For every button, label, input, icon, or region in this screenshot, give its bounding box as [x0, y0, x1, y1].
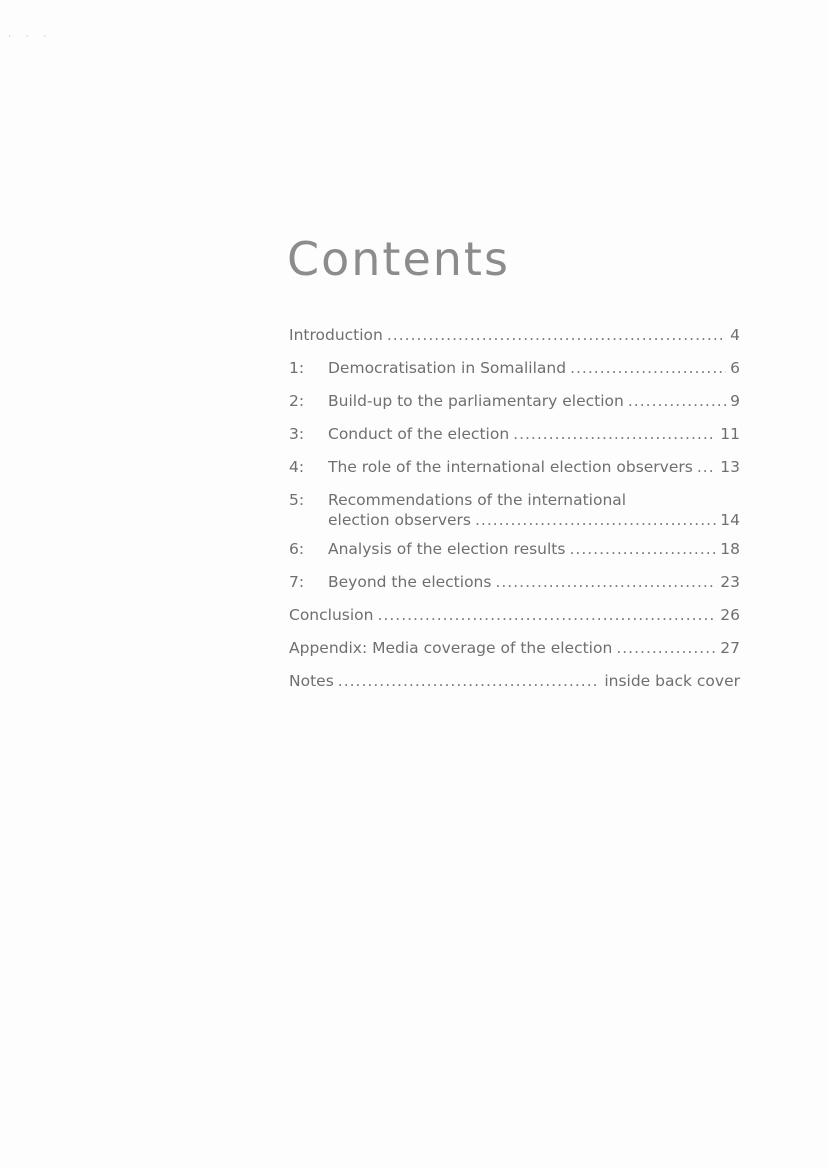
toc-entry-page: 4 [730, 326, 740, 344]
toc-entry-page: 18 [720, 540, 740, 558]
toc-entry-chapter-2[interactable] [289, 392, 740, 425]
toc-dot-leader [628, 392, 726, 410]
toc-entry-line-2 [289, 511, 740, 529]
toc-entry-label: Conduct of the election [328, 425, 510, 443]
toc-entry-page: 26 [720, 606, 740, 624]
toc-entry-page: 13 [720, 458, 740, 476]
toc-entry-label: Appendix: Media coverage of the election [289, 639, 613, 657]
toc-entry-chapter-3[interactable] [289, 425, 740, 458]
toc-entry-introduction[interactable] [289, 326, 740, 359]
toc-entry-appendix[interactable] [289, 639, 740, 672]
toc-entry-label: Analysis of the election results [328, 540, 566, 558]
page-title: Contents [287, 232, 510, 286]
toc-dot-leader [513, 425, 716, 443]
toc-dot-leader [475, 511, 716, 529]
toc-entry-label-line-1: Recommendations of the international [328, 491, 627, 509]
toc-entry-page: inside back cover [604, 672, 740, 690]
toc-dot-leader [387, 326, 726, 344]
table-of-contents [289, 326, 740, 705]
toc-dot-leader [377, 606, 716, 624]
toc-entry-page: 9 [730, 392, 740, 410]
toc-entry-conclusion[interactable] [289, 606, 740, 639]
toc-entry-number: 6: [289, 540, 305, 558]
toc-entry-notes[interactable] [289, 672, 740, 705]
toc-entry-page: 6 [730, 359, 740, 377]
toc-entry-label: Conclusion [289, 606, 374, 624]
toc-dot-leader [570, 359, 726, 377]
toc-entry-number: 1: [289, 359, 305, 377]
toc-entry-page: 27 [720, 639, 740, 657]
toc-entry-page: 14 [720, 511, 740, 529]
toc-dot-leader [616, 639, 716, 657]
toc-entry-chapter-6[interactable] [289, 540, 740, 573]
toc-entry-line-1 [289, 491, 740, 511]
toc-dot-leader [495, 573, 716, 591]
toc-entry-label: Democratisation in Somaliland [328, 359, 567, 377]
toc-entry-label: The role of the international election observers [328, 458, 693, 476]
toc-entry-chapter-1[interactable] [289, 359, 740, 392]
toc-entry-chapter-5[interactable] [289, 491, 740, 540]
toc-entry-label: Notes [289, 672, 334, 690]
toc-entry-number: 3: [289, 425, 305, 443]
toc-entry-label: Beyond the elections [328, 573, 492, 591]
toc-entry-chapter-7[interactable] [289, 573, 740, 606]
toc-entry-number: 4: [289, 458, 305, 476]
toc-entry-chapter-4[interactable] [289, 458, 740, 491]
toc-entry-number: 7: [289, 573, 305, 591]
toc-dot-leader [569, 540, 716, 558]
toc-entry-page: 23 [720, 573, 740, 591]
toc-entry-page: 11 [720, 425, 740, 443]
toc-entry-label: Introduction [289, 326, 383, 344]
toc-dot-leader [338, 672, 601, 690]
toc-entry-label-line-2: election observers [328, 511, 471, 529]
toc-entry-number: 5: [289, 491, 305, 509]
toc-entry-label: Build-up to the parliamentary election [328, 392, 624, 410]
toc-dot-leader [697, 458, 716, 476]
toc-entry-number: 2: [289, 392, 305, 410]
scan-artifact: · · · [8, 32, 53, 42]
